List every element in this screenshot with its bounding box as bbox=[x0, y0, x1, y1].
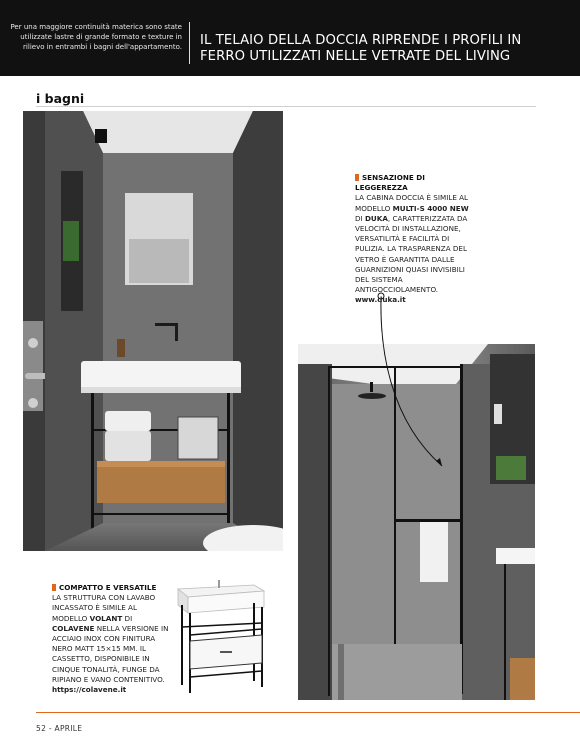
section-label: i bagni bbox=[36, 91, 85, 106]
sink-caption-url[interactable]: https://colavene.it bbox=[52, 685, 127, 695]
shower-caption-url[interactable]: www.duka.it bbox=[355, 295, 406, 305]
accent-marker bbox=[355, 174, 359, 181]
shower-caption bbox=[355, 173, 473, 306]
shower-caption-text-2: DI bbox=[355, 213, 365, 223]
sink-caption-brand: COLAVENE bbox=[52, 623, 95, 633]
sink-caption-text-2: DI bbox=[122, 613, 133, 623]
sink-caption-text-3: NELLA VERSIONE IN ACCIAIO INOX CON FINITURA NERO MATT 15×15 MM. IL CASSETTO, DISPONIBILE IN CINQUE TONALITÀ, FUNGE DA RIPIANO E VANO CONTENITIVO. bbox=[52, 623, 169, 684]
page-number: 52 - APRILE bbox=[36, 724, 83, 733]
sink-caption-text-1: LA STRUTTURA CON LAVABO INCASSATO È SIMILE AL MODELLO bbox=[52, 593, 156, 623]
sink-caption-title: COMPATTO E VERSATILE bbox=[59, 583, 157, 592]
sink-product-image bbox=[172, 577, 268, 695]
banner-divider bbox=[189, 22, 190, 64]
sink-caption-model: VOLANT bbox=[89, 613, 123, 623]
shower-caption-text-3: , CARATTERIZZATA DA VELOCITÀ DI INSTALLAZIONE, VERSATILITÀ E FACILITÀ DI PULIZIA. LA TRASPARENZA DEL VETRO È GARANTITA DALLE GUARNIZIONI QUASI INVISIBILI DEL SISTEMA ANTIGOCCIOLAMENTO. bbox=[355, 213, 468, 295]
banner-intro-text: Per una maggiore continuità materica sono state utilizzate lastre di grande formato e texture in rilievo in entrambi i bagni dell'appartamento. bbox=[10, 23, 182, 51]
sink-caption bbox=[52, 583, 170, 695]
section-divider bbox=[36, 106, 536, 107]
banner-headline: IL TELAIO DELLA DOCCIA RIPRENDE I PROFILI IN FERRO UTILIZZATI NELLE VETRATE DEL LIVING bbox=[200, 33, 522, 64]
shower-caption-model: MULTI-S 4000 NEW bbox=[392, 203, 469, 213]
bathroom-sink-photo bbox=[23, 111, 283, 551]
shower-caption-title: SENSAZIONE DI LEGGEREZZA bbox=[355, 173, 425, 193]
shower-caption-brand: DUKA bbox=[364, 213, 388, 223]
accent-marker bbox=[52, 584, 56, 591]
shower-caption-text-1: LA CABINA DOCCIA È SIMILE AL MODELLO bbox=[355, 193, 469, 213]
caption-pointer bbox=[370, 290, 450, 470]
footer-rule bbox=[36, 712, 580, 713]
